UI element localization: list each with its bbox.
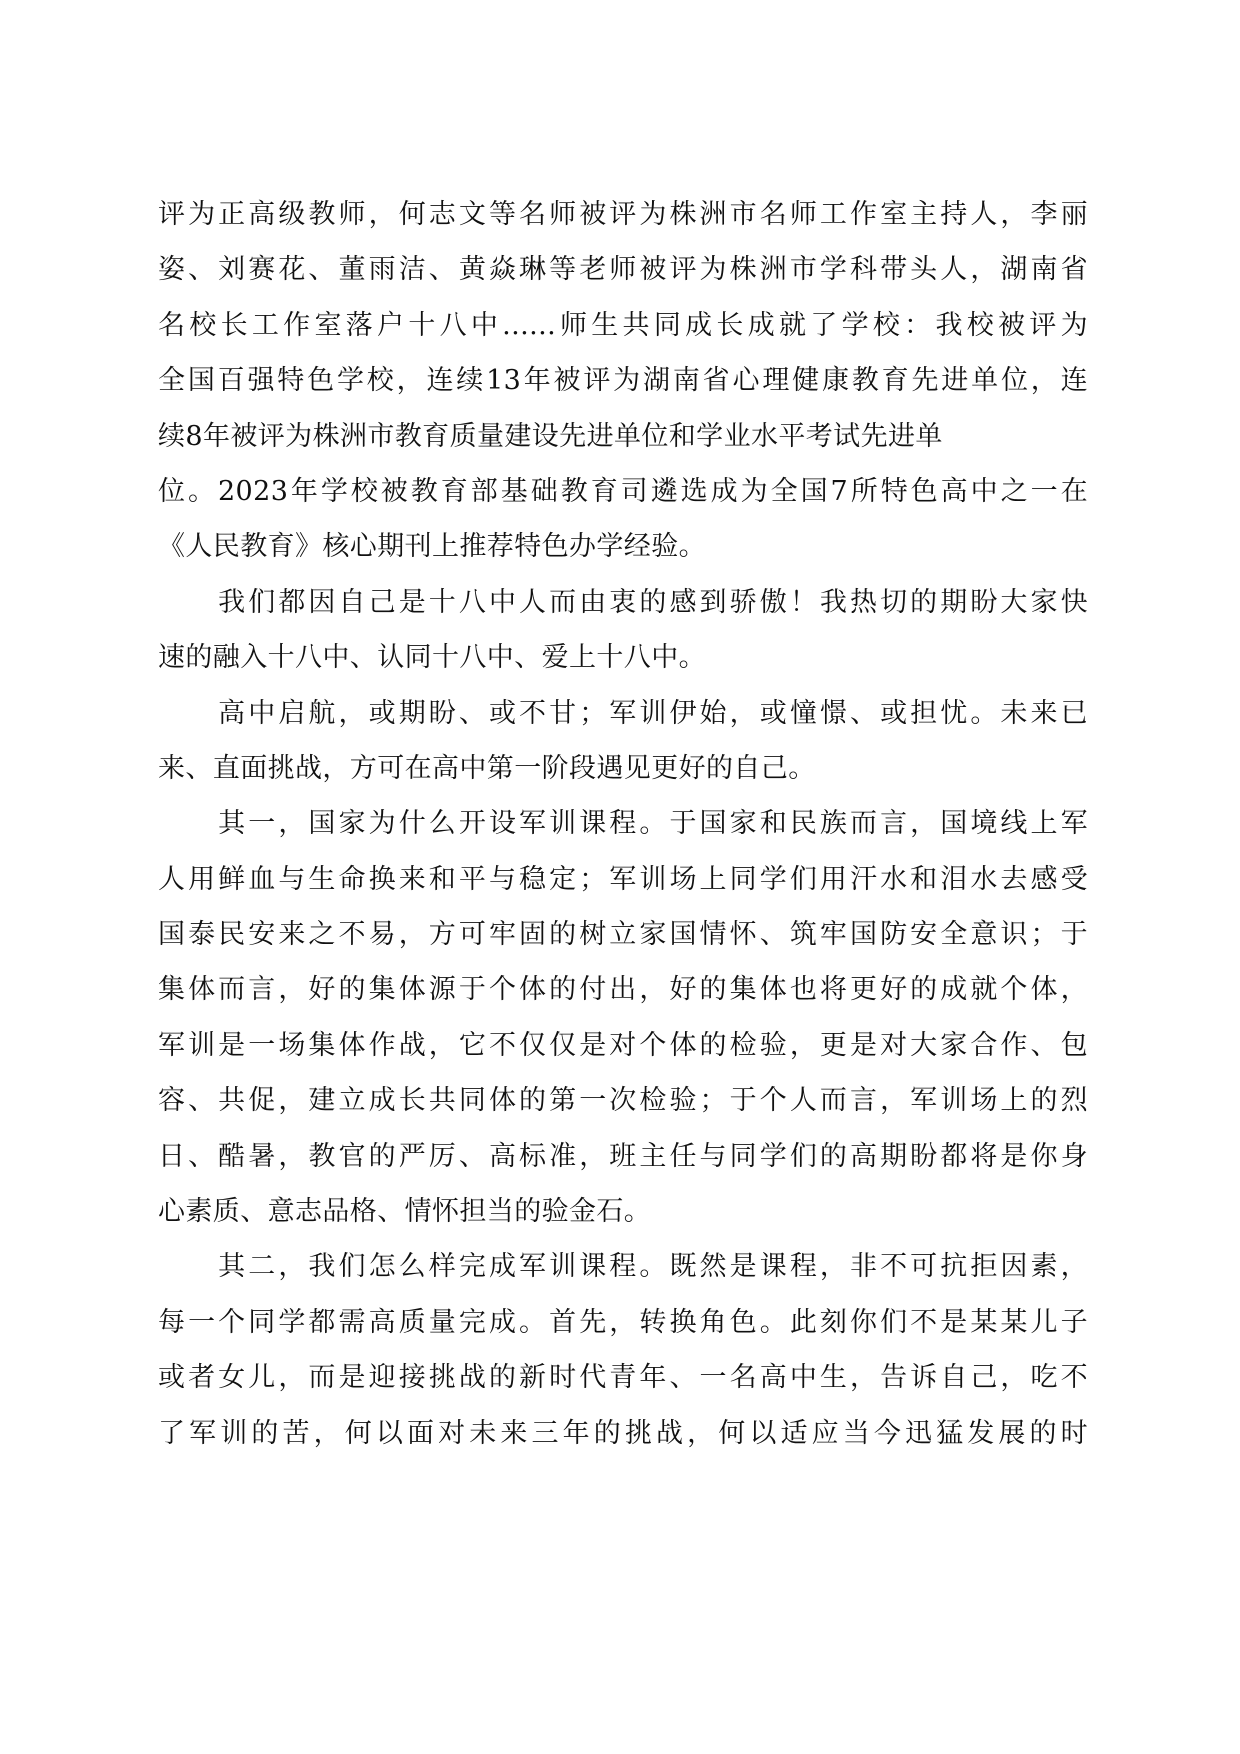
text-line: 速的融入十八中、认同十八中、爱上十八中。	[158, 642, 706, 674]
text-line: 每一个同学都需高质量完成。首先，转换角色。此刻你们不是某某儿子	[158, 1306, 1088, 1338]
text-line: 全国百强特色学校，连续13年被评为湖南省心理健康教育先进单位，连	[158, 365, 1088, 397]
text-line: 高中启航，或期盼、或不甘；军训伊始，或憧憬、或担忧。未来已	[158, 697, 1088, 729]
text-line: 容、共促，建立成长共同体的第一次检验；于个人而言，军训场上的烈	[158, 1085, 1088, 1117]
text-line: 名校长工作室落户十八中......师生共同成长成就了学校：我校被评为	[158, 309, 1088, 341]
text-line: 国泰民安来之不易，方可牢固的树立家国情怀、筑牢国防安全意识；于	[158, 919, 1088, 951]
text-line: 其一，国家为什么开设军训课程。于国家和民族而言，国境线上军	[158, 808, 1088, 840]
text-line: 日、酷暑，教官的严厉、高标准，班主任与同学们的高期盼都将是你身	[158, 1140, 1088, 1172]
text-line: 人用鲜血与生命换来和平与稳定；军训场上同学们用汗水和泪水去感受	[158, 863, 1088, 895]
text-line: 我们都因自己是十八中人而由衷的感到骄傲！我热切的期盼大家快	[158, 586, 1088, 618]
text-line: 了军训的苦，何以面对未来三年的挑战，何以适应当今迅猛发展的时	[158, 1417, 1088, 1449]
text-line: 来、直面挑战，方可在高中第一阶段遇见更好的自己。	[158, 752, 816, 784]
text-line: 评为正高级教师，何志文等名师被评为株洲市名师工作室主持人，李丽	[158, 199, 1088, 230]
text-line: 《人民教育》核心期刊上推荐特色办学经验。	[158, 531, 706, 563]
text-line: 集体而言，好的集体源于个体的付出，好的集体也将更好的成就个体，	[158, 974, 1088, 1006]
body-text	[158, 187, 1088, 1461]
text-line: 军训是一场集体作战，它不仅仅是对个体的检验，更是对大家合作、包	[158, 1029, 1088, 1061]
text-line: 续8年被评为株洲市教育质量建设先进单位和学业水平考试先进单	[158, 420, 943, 452]
text-line: 位。2023年学校被教育部基础教育司遴选成为全国7所特色高中之一在	[158, 475, 1088, 507]
text-line: 姿、刘赛花、董雨洁、黄焱琳等老师被评为株洲市学科带头人，湖南省	[158, 254, 1088, 286]
text-line: 心素质、意志品格、情怀担当的验金石。	[158, 1196, 652, 1228]
text-line: 或者女儿，而是迎接挑战的新时代青年、一名高中生，告诉自己，吃不	[158, 1362, 1088, 1394]
text-line: 其二，我们怎么样完成军训课程。既然是课程，非不可抗拒因素，	[158, 1251, 1088, 1283]
